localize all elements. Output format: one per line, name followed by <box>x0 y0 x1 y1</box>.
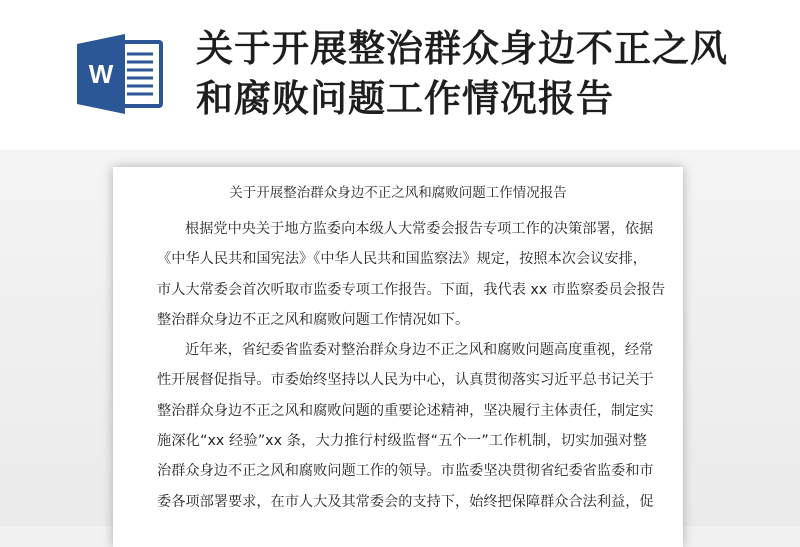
document-body <box>157 214 666 517</box>
document-title: 关于开展整治群众身边不正之风和腐败问题工作情况报告 <box>229 185 567 201</box>
document-line: 近年来，省纪委省监委对整治群众身边不正之风和腐败问题高度重视，经常 <box>185 342 654 359</box>
document-line: 治群众身边不正之风和腐败问题工作的领导。市监委坚决贯彻省纪委省监委和市 <box>157 463 654 480</box>
document-line: 整治群众身边不正之风和腐败问题的重要论述精神，坚决履行主体责任，制定实 <box>157 402 654 419</box>
headline-line: 和腐败问题工作情况报告 <box>196 77 614 120</box>
document-line: 整治群众身边不正之风和腐败问题工作情况如下。 <box>157 311 470 328</box>
document-page-preview <box>113 167 683 547</box>
word-icon-letter: W <box>88 59 114 89</box>
word-icon <box>73 34 165 114</box>
document-line: 委各项部署要求，在市人大及其常委会的支持下，始终把保障群众合法利益，促 <box>157 493 654 510</box>
header-banner <box>0 0 800 150</box>
document-line: 施深化“xx 经验”xx 条，大力推行村级监督“五个一”工作机制，切实加强对整 <box>157 433 647 450</box>
document-line: 《中华人民共和国宪法》《中华人民共和国监察法》规定，按照本次会议安排， <box>157 251 647 268</box>
document-line: 性开展督促指导。市委始终坚持以人民为中心，认真贯彻落实习近平总书记关于 <box>157 372 654 389</box>
document-line: 市人大常委会首次听取市监委专项工作报告。下面，我代表 xx 市监察委员会报告 <box>157 281 666 298</box>
headline-line: 关于开展整治群众身边不正之风 <box>196 27 728 70</box>
page-headline <box>196 24 786 124</box>
document-line: 根据党中央关于地方监委向本级人大常委会报告专项工作的决策部署，依据 <box>185 221 654 237</box>
